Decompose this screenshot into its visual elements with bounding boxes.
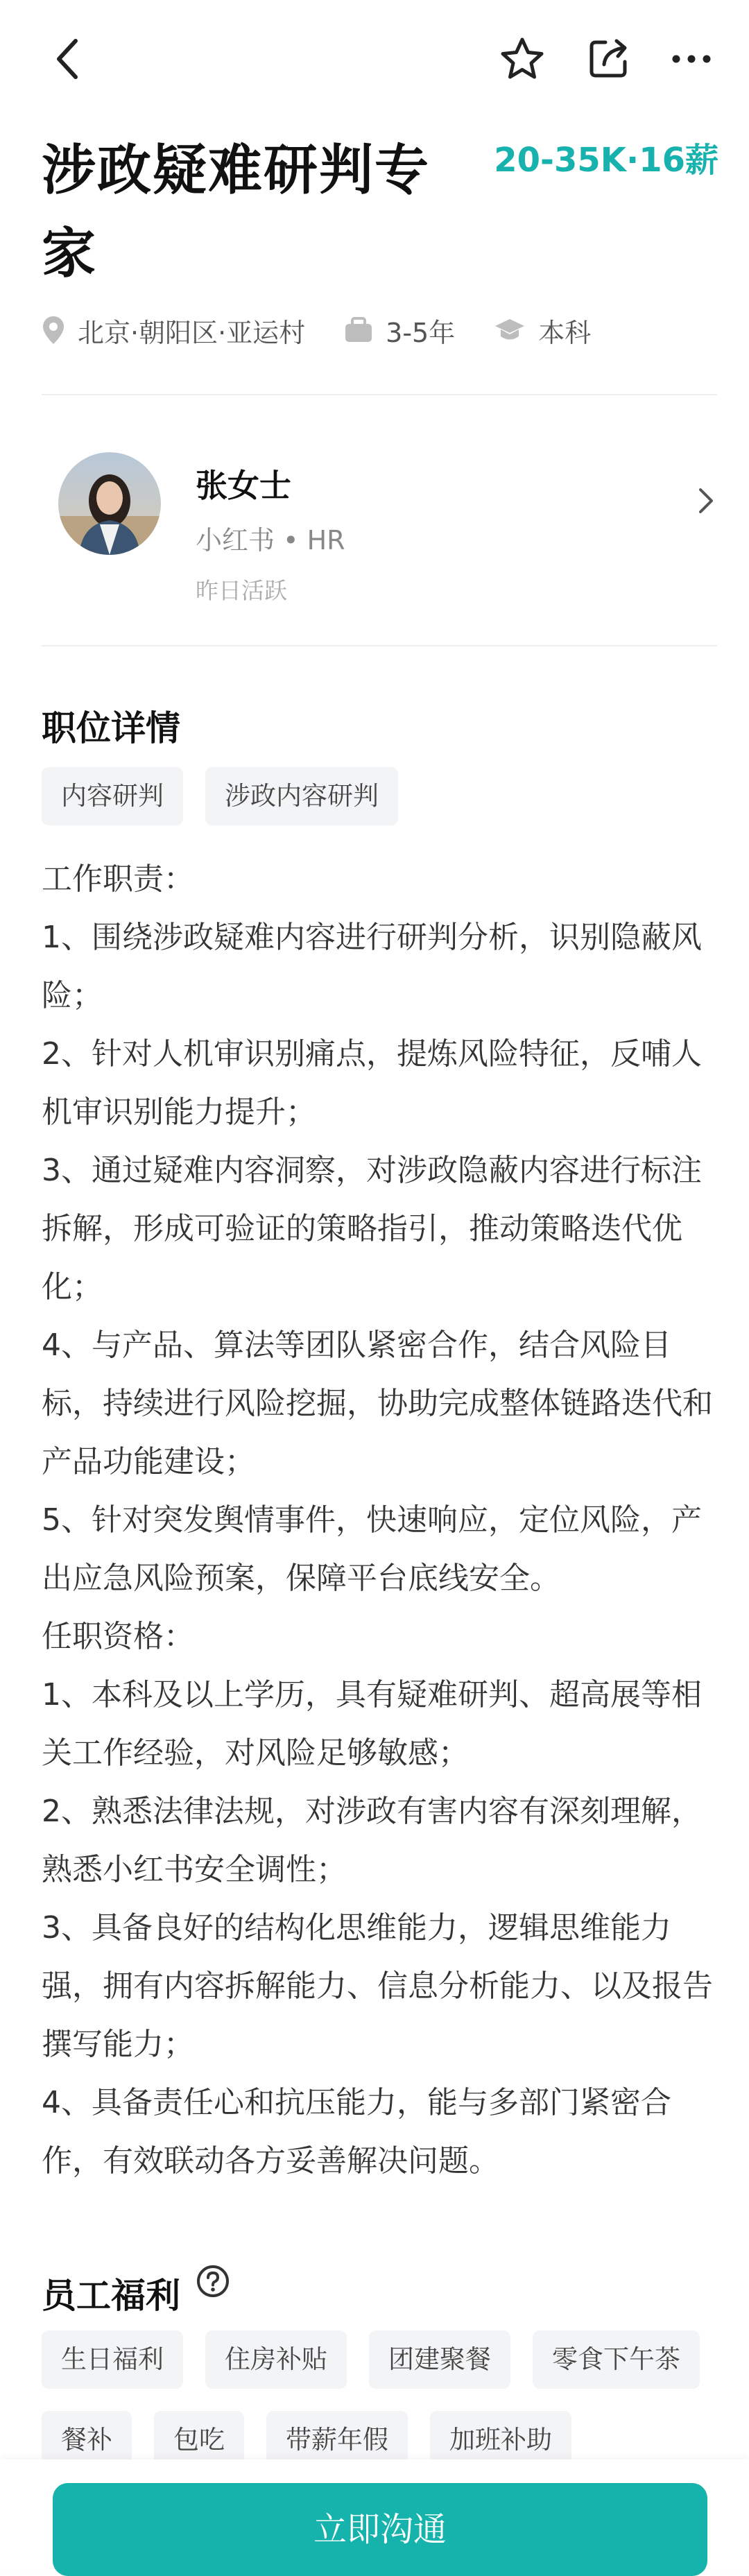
briefcase-icon (344, 317, 373, 343)
description-line: 任职资格： (42, 1619, 194, 1654)
benefit-tag: 团建聚餐 (369, 2330, 510, 2389)
bottom-action-bar (0, 2459, 749, 2570)
description-line: 1、本科及以上学历，具有疑难研判、超高展等相关工作经验，对风险足够敏感； (42, 1677, 702, 1771)
recruiter-company-role: 小红书 • HR (196, 525, 345, 556)
benefit-tags-row-1 (42, 2330, 722, 2389)
description-line: 4、与产品、算法等团队紧密合作，结合风险目标，持续进行风险挖掘，协助完成整体链路迭代和产品功能建设； (42, 1328, 713, 1479)
share-button[interactable] (577, 28, 639, 90)
education-text: 本科 (538, 317, 592, 348)
divider (42, 394, 717, 395)
description-line: 4、具备责任心和抗压能力，能与多部门紧密合作，有效联动各方妥善解决问题。 (42, 2085, 671, 2179)
chevron-right-icon (698, 487, 714, 515)
job-title: 涉政疑难研判专家 (42, 139, 431, 285)
job-description (42, 850, 721, 2190)
description-line: 2、针对人机审识别痛点，提炼风险特征，反哺人机审识别能力提升； (42, 1036, 702, 1130)
salary-range: 20-35K·16薪 (494, 141, 718, 180)
benefit-tag: 零食下午茶 (533, 2330, 700, 2389)
chevron-left-icon (53, 37, 81, 81)
recruiter-name: 张女士 (196, 467, 291, 504)
job-meta-row (42, 309, 630, 351)
benefit-tag: 加班补助 (430, 2411, 571, 2469)
job-tag: 涉政内容研判 (205, 767, 398, 825)
description-line: 5、针对突发舆情事件，快速响应，定位风险，产出应急风险预案，保障平台底线安全。 (42, 1502, 702, 1596)
location-pin-icon (42, 315, 65, 345)
education-info (494, 311, 591, 350)
graduation-cap-icon (494, 318, 526, 343)
benefit-tag: 住房补贴 (205, 2330, 347, 2389)
share-icon (586, 37, 630, 81)
description-line: 3、通过疑难内容洞察，对涉政隐蔽内容进行标注拆解，形成可验证的策略指引，推动策略迭代优化； (42, 1153, 702, 1305)
benefit-tag: 生日福利 (42, 2330, 183, 2389)
location-text: 北京·朝阳区·亚运村 (78, 317, 306, 348)
top-navigation-bar (0, 0, 749, 125)
description-line: 2、熟悉法律法规，对涉政有害内容有深刻理解，熟悉小红书安全调性； (42, 1794, 702, 1887)
question-circle-icon[interactable] (196, 2264, 230, 2299)
benefit-tag: 带薪年假 (266, 2411, 408, 2469)
chat-now-button[interactable]: 立即沟通 (53, 2483, 707, 2576)
experience-text: 3-5年 (386, 317, 456, 348)
more-dots-icon (671, 53, 712, 65)
location-info (42, 311, 305, 350)
back-button[interactable] (36, 28, 98, 90)
description-line: 1、围绕涉政疑难内容进行研判分析，识别隐蔽风险； (42, 920, 702, 1013)
benefit-tag: 餐补 (42, 2411, 132, 2469)
description-line: 3、具备良好的结构化思维能力，逻辑思维能力强，拥有内容拆解能力、信息分析能力、以及报告撰写能力； (42, 1910, 713, 2062)
job-tag: 内容研判 (42, 767, 183, 825)
favorite-button[interactable] (491, 28, 553, 90)
recruiter-avatar (58, 452, 161, 555)
benefits-title: 员工福利 (42, 2276, 180, 2316)
divider (42, 645, 717, 646)
recruiter-active-status: 昨日活跃 (196, 577, 287, 604)
experience-info (344, 311, 455, 350)
job-tags (42, 767, 420, 825)
benefit-tag: 包吃 (154, 2411, 244, 2469)
more-button[interactable] (660, 28, 723, 90)
description-line: 工作职责： (42, 861, 194, 897)
recruiter-card[interactable] (0, 416, 749, 645)
job-details-title: 职位详情 (42, 708, 180, 748)
star-outline-icon (499, 36, 545, 82)
